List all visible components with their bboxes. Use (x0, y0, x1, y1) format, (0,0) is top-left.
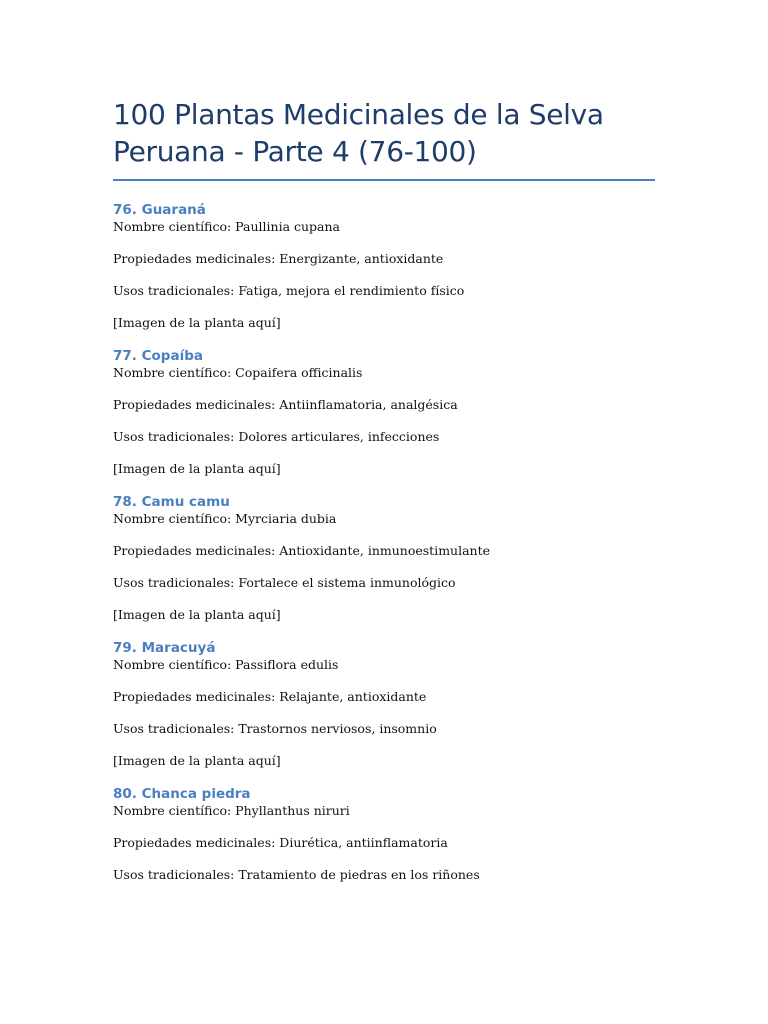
plant-heading: 76. Guaraná (113, 202, 206, 218)
plant-section-76 (113, 201, 655, 347)
medicinal-properties: Propiedades medicinales: Antiinflamatoria, analgésica (113, 397, 458, 412)
image-placeholder: [Imagen de la planta aquí] (113, 753, 281, 768)
medicinal-properties: Propiedades medicinales: Energizante, antioxidante (113, 251, 444, 266)
scientific-name: Nombre científico: Phyllanthus niruri (113, 803, 350, 818)
traditional-uses: Usos tradicionales: Fatiga, mejora el rendimiento físico (113, 283, 465, 298)
traditional-uses: Usos tradicionales: Dolores articulares, infecciones (113, 429, 440, 444)
plant-heading: 77. Copaíba (113, 348, 203, 364)
document-title (113, 96, 655, 170)
plant-section-79 (113, 639, 655, 785)
scientific-name: Nombre científico: Myrciaria dubia (113, 511, 337, 526)
plant-heading: 78. Camu camu (113, 494, 230, 510)
image-placeholder: [Imagen de la planta aquí] (113, 607, 281, 622)
medicinal-properties: Propiedades medicinales: Relajante, antioxidante (113, 689, 427, 704)
scientific-name: Nombre científico: Copaifera officinalis (113, 365, 363, 380)
image-placeholder: [Imagen de la planta aquí] (113, 315, 281, 330)
plant-section-80 (113, 785, 655, 883)
document-page (113, 96, 655, 883)
traditional-uses: Usos tradicionales: Trastornos nerviosos, insomnio (113, 721, 437, 736)
medicinal-properties: Propiedades medicinales: Antioxidante, inmunoestimulante (113, 543, 491, 558)
plant-heading: 79. Maracuyá (113, 640, 216, 656)
plant-section-78 (113, 493, 655, 639)
scientific-name: Nombre científico: Paullinia cupana (113, 219, 341, 234)
medicinal-properties: Propiedades medicinales: Diurética, antiinflamatoria (113, 835, 448, 850)
traditional-uses: Usos tradicionales: Fortalece el sistema inmunológico (113, 575, 456, 590)
title-line-2: Peruana - Parte 4 (76-100) (113, 135, 477, 168)
traditional-uses: Usos tradicionales: Tratamiento de piedras en los riñones (113, 867, 480, 882)
scientific-name: Nombre científico: Passiflora edulis (113, 657, 339, 672)
plant-section-77 (113, 347, 655, 493)
title-line-1: 100 Plantas Medicinales de la Selva (113, 98, 604, 131)
image-placeholder: [Imagen de la planta aquí] (113, 461, 281, 476)
plant-heading: 80. Chanca piedra (113, 786, 251, 802)
